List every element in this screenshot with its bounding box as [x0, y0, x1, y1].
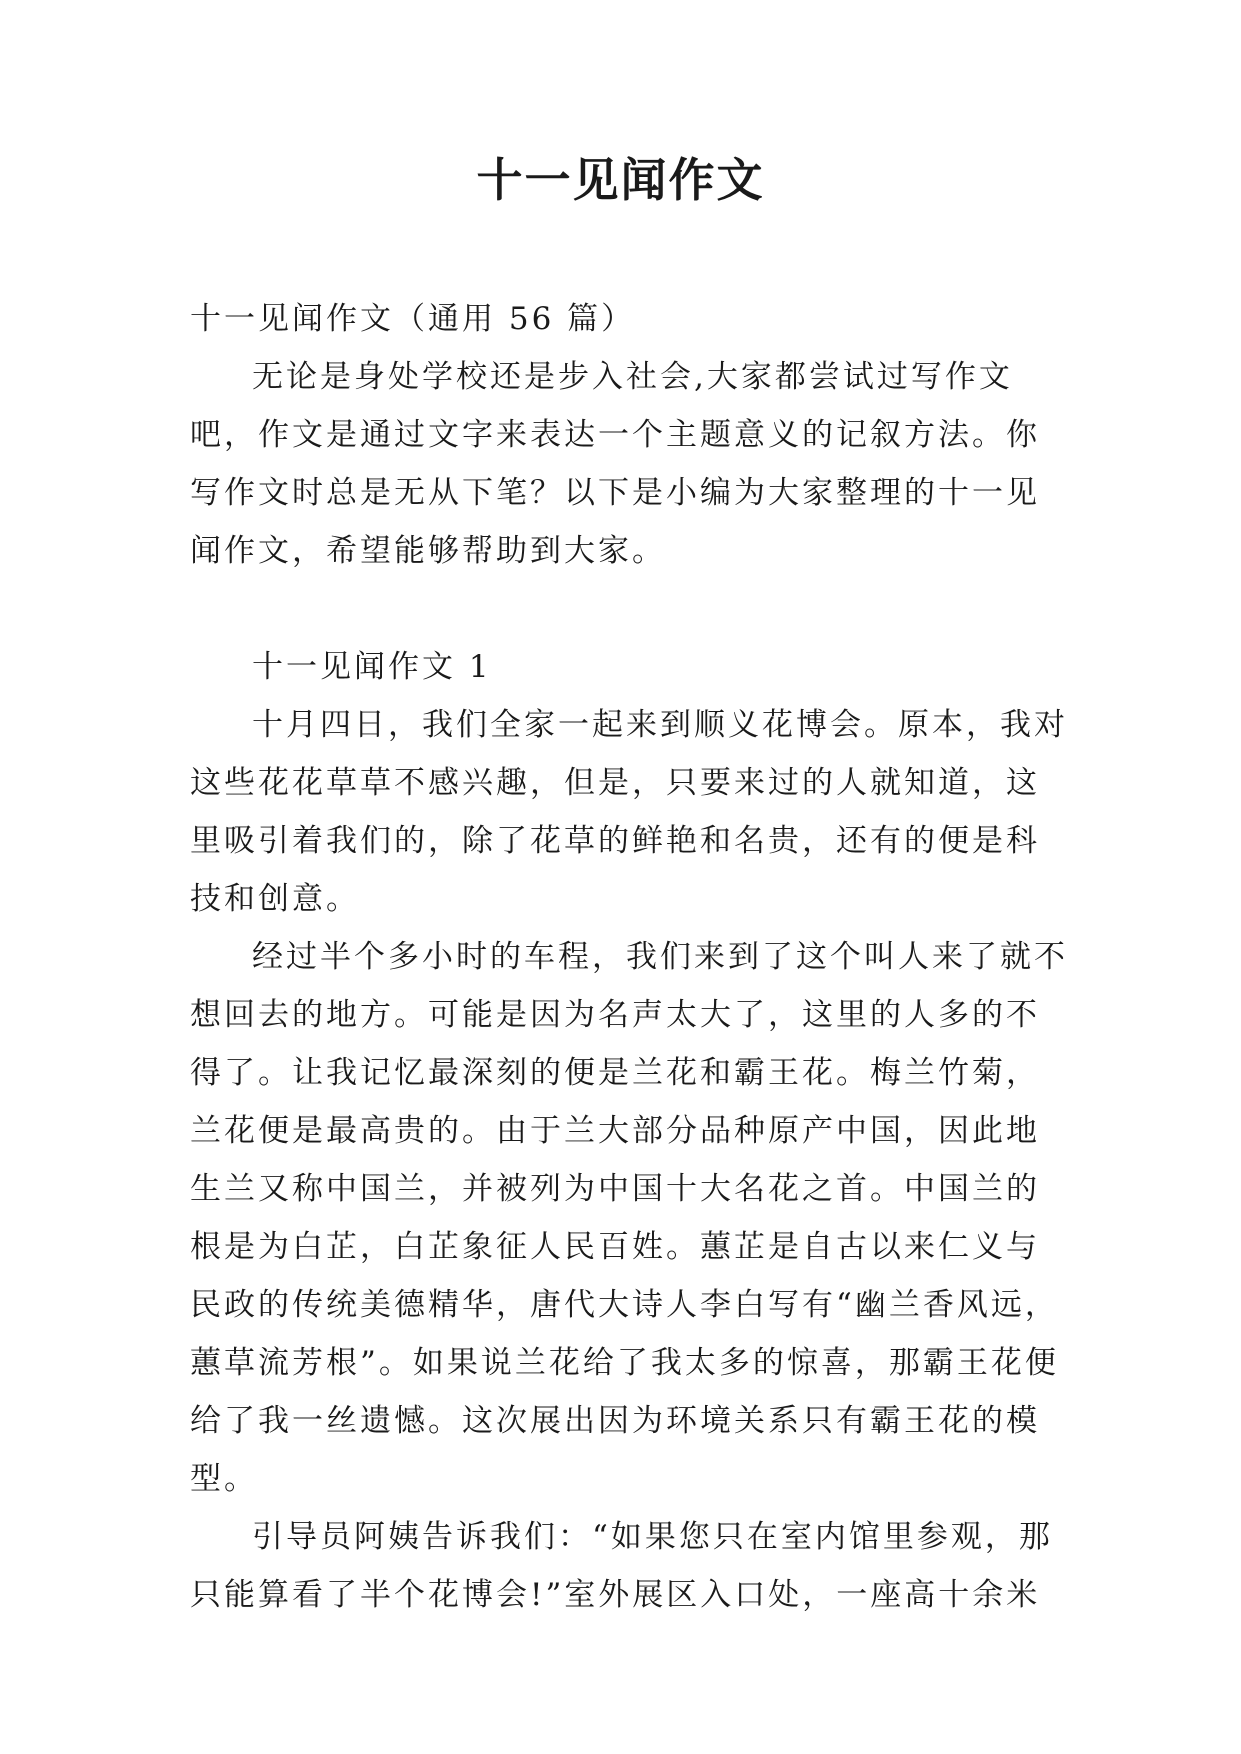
document-body [190, 290, 1070, 1624]
document-subtitle: 十一见闻作文（通用 56 篇） [190, 301, 636, 337]
paragraph-gap [190, 580, 1070, 638]
section-heading: 十一见闻作文 1 [252, 649, 492, 685]
body-paragraph: 十月四日，我们全家一起来到顺义花博会。原本，我对这些花花草草不感兴趣，但是，只要来过的人就知道，这里吸引着我们的，除了花草的鲜艳和名贵，还有的便是科技和创意。 [190, 707, 1068, 917]
body-paragraph: 经过半个多小时的车程，我们来到了这个叫人来了就不想回去的地方。可能是因为名声太大了，这里的人多的不得了。让我记忆最深刻的便是兰花和霸王花。梅兰竹菊，兰花便是最高贵的。由于兰大部分品种原产中国，因此地生兰又称中国兰，并被列为中国十大名花之首。中国兰的根是为白芷，白芷象征人民百姓。蕙芷是自古以来仁义与民政的传统美德精华，唐代大诗人李白写有“幽兰香风远，蕙草流芳根”。如果说兰花给了我太多的惊喜，那霸王花便给了我一丝遗憾。这次展出因为环境关系只有霸王花的模型。 [190, 939, 1068, 1497]
body-paragraph: 引导员阿姨告诉我们：“如果您只在室内馆里参观，那只能算看了半个花博会!”室外展区入口处，一座高十余米 [190, 1519, 1053, 1613]
document-title: 十一见闻作文 [476, 153, 765, 207]
intro-paragraph: 无论是身处学校还是步入社会,大家都尝试过写作文吧，作文是通过文字来表达一个主题意义的记叙方法。你写作文时总是无从下笔？以下是小编为大家整理的十一见闻作文，希望能够帮助到大家。 [190, 359, 1040, 569]
